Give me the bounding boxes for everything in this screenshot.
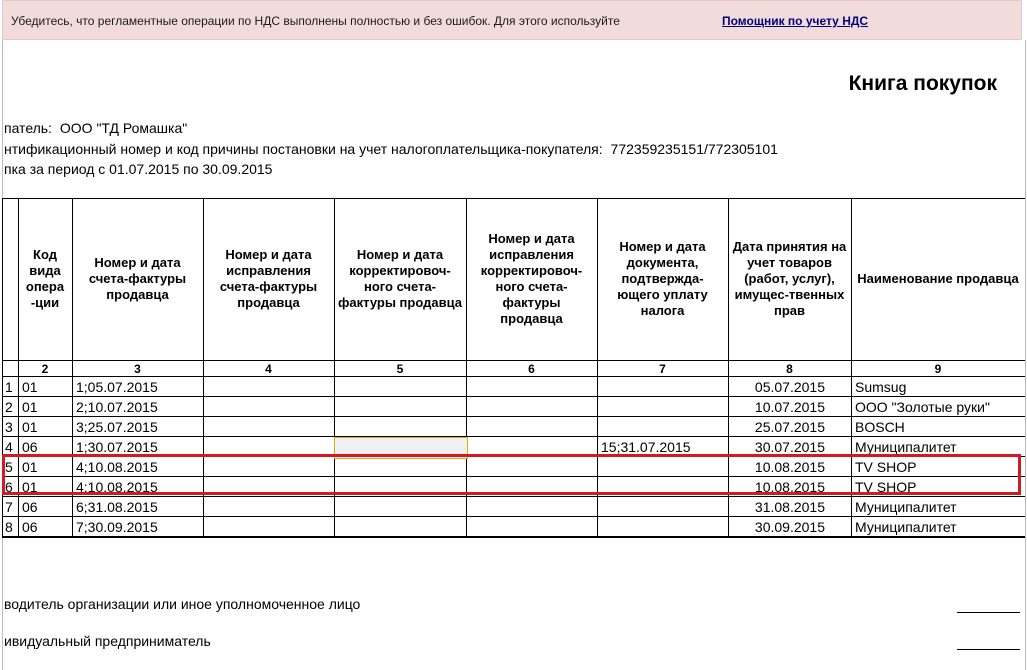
- table-cell-code[interactable]: 06: [22, 499, 38, 515]
- table-cell-invoice[interactable]: 4;10.08.2015: [76, 459, 158, 475]
- entrepreneur-signature-line: [957, 649, 1020, 650]
- table-cell-code[interactable]: 01: [22, 479, 38, 495]
- table-column-number-1: [2, 361, 18, 376]
- table-cell-fix[interactable]: [204, 417, 334, 437]
- table-cell-invoice[interactable]: 6;31.08.2015: [76, 499, 158, 515]
- table-header-col-2: Код вида опера -ции: [25, 247, 65, 310]
- table-column-number-9: 9: [934, 361, 942, 376]
- manager-signature-label: водитель организации или иное уполномоченное лицо: [4, 596, 361, 612]
- table-cell-accept_date[interactable]: 30.07.2015: [754, 439, 825, 455]
- table-cell-accept_date[interactable]: 31.08.2015: [754, 499, 825, 515]
- table-cell-n[interactable]: 5: [5, 459, 13, 475]
- table-cell-code[interactable]: 06: [22, 439, 38, 455]
- table-cell-corr_fix[interactable]: [467, 497, 597, 517]
- table-cell-corr_fix[interactable]: [467, 417, 597, 437]
- table-cell-fix[interactable]: [204, 497, 334, 517]
- table-cell-seller[interactable]: BOSCH: [855, 419, 905, 435]
- buyer-value: ООО "ТД Ромашка": [59, 120, 188, 136]
- table-cell-corr[interactable]: [335, 377, 466, 397]
- table-cell-corr_fix[interactable]: [467, 437, 597, 457]
- table-cell-n[interactable]: 1: [5, 379, 13, 395]
- table-cell-code[interactable]: 01: [22, 459, 38, 475]
- table-cell-corr[interactable]: [335, 437, 466, 457]
- page-title: Книга покупок: [848, 72, 997, 95]
- table-cell-n[interactable]: 4: [5, 439, 13, 455]
- table-cell-corr[interactable]: [335, 457, 466, 477]
- table-cell-invoice[interactable]: 1;30.07.2015: [76, 439, 158, 455]
- table-cell-payment_doc[interactable]: 15;31.07.2015: [601, 439, 691, 455]
- sheet-right-border: [1025, 40, 1026, 670]
- vat-assistant-link[interactable]: Помощник по учету НДС: [722, 14, 869, 28]
- table-cell-invoice[interactable]: 4;10.08.2015: [76, 479, 158, 495]
- table-cell-code[interactable]: 01: [22, 419, 38, 435]
- table-cell-code[interactable]: 06: [22, 519, 38, 535]
- table-cell-seller[interactable]: TV SHOP: [855, 459, 917, 475]
- buyer-label: патель:: [4, 120, 52, 136]
- table-cell-corr_fix[interactable]: [467, 517, 597, 537]
- table-cell-seller[interactable]: TV SHOP: [855, 479, 917, 495]
- table-cell-invoice[interactable]: 2;10.07.2015: [76, 399, 158, 415]
- table-cell-accept_date[interactable]: 30.09.2015: [754, 519, 825, 535]
- table-cell-n[interactable]: 7: [5, 499, 13, 515]
- table-cell-n[interactable]: 3: [5, 419, 13, 435]
- table-cell-fix[interactable]: [204, 517, 334, 537]
- entrepreneur-signature-label: ивидуальный предприниматель: [4, 633, 211, 649]
- table-header-col-3: Номер и дата счета-фактуры продавца: [88, 255, 187, 302]
- purchase-book-table: [2, 198, 1025, 538]
- table-header-col-4: Номер и дата исправления счета-фактуры продавца: [219, 247, 318, 310]
- table-cell-payment_doc[interactable]: [598, 377, 728, 397]
- table-cell-fix[interactable]: [204, 437, 334, 457]
- period-line: [4, 161, 276, 177]
- table-cell-corr_fix[interactable]: [467, 377, 597, 397]
- table-column-number-4: 4: [265, 361, 272, 376]
- table-bottom-border: [2, 537, 1025, 538]
- table-cell-accept_date[interactable]: 05.07.2015: [754, 379, 825, 395]
- table-cell-invoice[interactable]: 7;30.09.2015: [76, 519, 158, 535]
- banner-message: Убедитесь, что регламентные операции по НДС выполнены полностью и без ошибок. Для этого используйте: [11, 14, 620, 28]
- table-header-col-1: [2, 198, 18, 360]
- inn-label: нтификационный номер и код причины постановки на учет налогоплательщика-покупателя:: [4, 141, 603, 157]
- table-cell-payment_doc[interactable]: [598, 477, 728, 497]
- table-column-number-7: 7: [659, 361, 666, 376]
- table-cell-code[interactable]: 01: [22, 379, 38, 395]
- table-cell-accept_date[interactable]: 25.07.2015: [754, 419, 825, 435]
- table-column-number-3: 3: [134, 361, 141, 376]
- inn-line: [4, 141, 782, 157]
- table-cell-accept_date[interactable]: 10.08.2015: [754, 479, 825, 495]
- table-cell-code[interactable]: 01: [22, 399, 38, 415]
- period-text: пка за период с 01.07.2015 по 30.09.2015: [4, 161, 273, 177]
- table-column-number-8: 8: [786, 361, 793, 376]
- table-cell-fix[interactable]: [204, 397, 334, 417]
- table-cell-corr[interactable]: [335, 417, 466, 437]
- table-cell-seller[interactable]: ООО "Золотые руки": [855, 399, 990, 415]
- table-cell-payment_doc[interactable]: [598, 517, 728, 537]
- table-cell-fix[interactable]: [204, 377, 334, 397]
- table-cell-n[interactable]: 6: [5, 479, 13, 495]
- table-header-col-8: Дата принятия на учет товаров (работ, услуг), имущес-твенных прав: [732, 239, 847, 318]
- table-cell-corr[interactable]: [335, 397, 466, 417]
- table-cell-fix[interactable]: [204, 457, 334, 477]
- table-cell-n[interactable]: 8: [5, 519, 13, 535]
- buyer-line: [4, 120, 191, 136]
- table-cell-seller[interactable]: Муниципалитет: [855, 519, 957, 535]
- table-header-col-7: Номер и дата документа, подтвержда-ющего уплату налога: [617, 239, 708, 318]
- table-cell-payment_doc[interactable]: [598, 497, 728, 517]
- table-cell-payment_doc[interactable]: [598, 397, 728, 417]
- manager-signature-line: [957, 612, 1020, 613]
- table-column-number-6: 6: [528, 361, 535, 376]
- table-cell-fix[interactable]: [204, 477, 334, 497]
- table-cell-accept_date[interactable]: 10.07.2015: [754, 399, 825, 415]
- table-header-col-9: Наименование продавца: [857, 271, 1019, 286]
- table-header-col-6: Номер и дата исправления корректировоч-ного счета-фактуры продавца: [480, 231, 583, 326]
- table-cell-corr_fix[interactable]: [467, 457, 597, 477]
- table-column-number-2: 2: [41, 361, 49, 376]
- table-cell-accept_date[interactable]: 10.08.2015: [754, 459, 825, 475]
- table-cell-n[interactable]: 2: [5, 399, 13, 415]
- table-cell-payment_doc[interactable]: [598, 457, 728, 477]
- table-cell-corr[interactable]: [335, 477, 466, 497]
- table-header-col-5: Номер и дата корректировоч-ного счета-фактуры продавца: [338, 247, 462, 310]
- table-cell-corr[interactable]: [335, 517, 466, 537]
- table-cell-invoice[interactable]: 3;25.07.2015: [76, 419, 158, 435]
- vat-warning-banner: [2, 0, 1022, 40]
- table-cell-payment_doc[interactable]: [598, 417, 728, 437]
- table-cell-corr_fix[interactable]: [467, 477, 597, 497]
- table-cell-seller[interactable]: Sumsug: [855, 379, 907, 395]
- table-cell-corr[interactable]: [335, 497, 466, 517]
- table-cell-corr_fix[interactable]: [467, 397, 597, 417]
- table-column-number-5: 5: [396, 361, 404, 376]
- table-cell-seller[interactable]: Муниципалитет: [855, 439, 957, 455]
- table-cell-invoice[interactable]: 1;05.07.2015: [76, 379, 158, 395]
- table-cell-seller[interactable]: Муниципалитет: [855, 499, 957, 515]
- inn-value: 772359235151/772305101: [610, 141, 778, 157]
